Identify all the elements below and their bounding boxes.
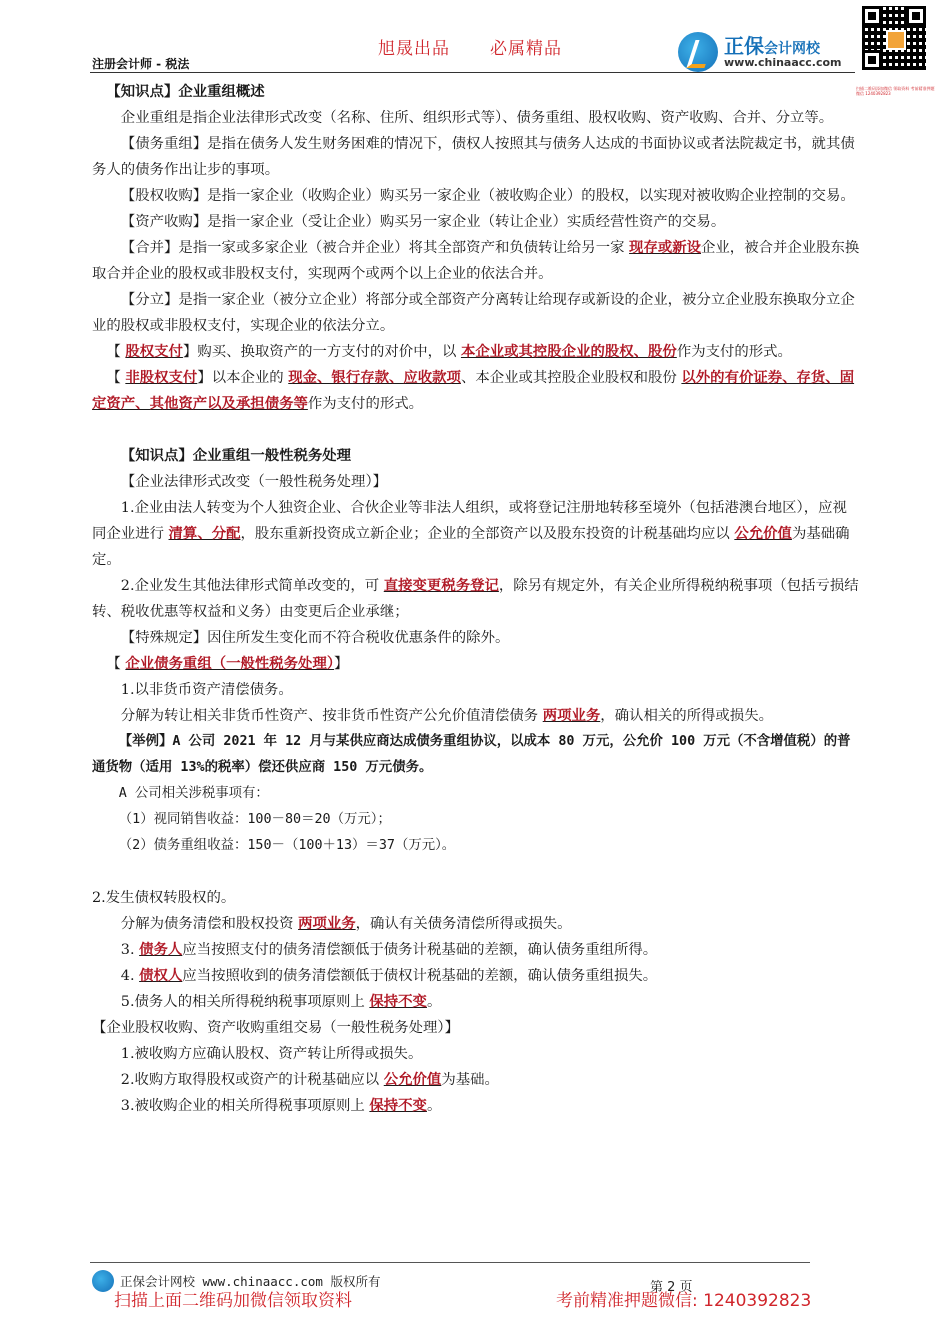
paragraph (92, 495, 860, 573)
section-title-overview: 【知识点】企业重组概述 (106, 83, 265, 100)
example-line: （2）债务重组收益：150－（100＋13）＝37（万元）。 (118, 838, 456, 853)
brand-logo (678, 28, 863, 73)
paragraph: 【股权收购】是指一家企业（收购企业）购买另一家企业（被收购企业）的股权，以实现对被收购企业控制的交易。 (120, 188, 855, 204)
highlight: 两项业务 (542, 707, 601, 724)
text: 应当按照支付的债务清偿额低于债务计税基础的差额，确认债务重组所得。 (182, 942, 658, 958)
brand-name (724, 30, 820, 59)
document-body (92, 79, 860, 1119)
course-title: 注册会计师 - 税法 (92, 57, 190, 71)
text: 4. (120, 968, 140, 984)
highlight: 股权支付 (125, 343, 183, 360)
example-text: 【举例】A 公司 2021 年 12 月与某供应商达成债务重组协议，以成本 80 万元，公允价 100 万元（不含增值税）的普通货物（适用 13%的税率）偿还供应商 150 万元债务。 (92, 734, 851, 775)
paragraph (92, 963, 860, 989)
text: 3.被收购企业的相关所得税事项原则上 (120, 1098, 370, 1114)
brand-url: www.chinaacc.com (724, 56, 842, 69)
footer-logo-icon (92, 1270, 114, 1292)
paragraph: 【分立】是指一家企业（被分立企业）将部分或全部资产分离转让给现存或新设的企业，被分立企业股东换取分立企业的股权或非股权支付，实现企业的依法分立。 (92, 292, 855, 334)
highlight: 保持不变 (369, 993, 427, 1010)
text: 】 (334, 656, 349, 672)
paragraph (92, 911, 860, 937)
text: 为基础。 (441, 1072, 499, 1088)
highlight: 保持不变 (369, 1097, 427, 1114)
text: 分解为债务清偿和股权投资 (120, 916, 299, 932)
text: ，股东重新投资成立新企业；企业的全部资产以及股东投资的计税基础均应以 (240, 526, 735, 542)
qr-finder-icon (862, 50, 882, 70)
example (92, 729, 860, 781)
text: 3. (120, 942, 140, 958)
qr-finder-icon (906, 6, 926, 26)
section-title-general: 【知识点】企业重组一般性税务处理 (120, 447, 352, 464)
text: 2.收购方取得股权或资产的计税基础应以 (120, 1072, 384, 1088)
text: 。 (426, 1098, 442, 1114)
spacer (92, 417, 860, 443)
text: 1.企业由法人转变为个人独资企业、合伙企业等非法人组织，或将登记注册地转移至境外（包括港澳台地区），应视同企业进行 (92, 500, 847, 542)
text: 分解为转让相关非货币性资产、按非货币性资产公允价值清偿债务 (120, 708, 543, 724)
text: ，确认有关债务清偿所得或损失。 (355, 916, 572, 932)
paragraph: 【特殊规定】因住所发生变化而不符合税收优惠条件的除外。 (120, 630, 510, 646)
footer-copyright: 正保会计网校 www.chinaacc.com 版权所有 (120, 1274, 381, 1289)
highlight: 本企业或其控股企业的股权、股份 (460, 343, 677, 360)
paragraph: 1.被收购方应确认股权、资产转让所得或损失。 (120, 1046, 423, 1062)
brand-name-sub: 会计网校 (764, 41, 820, 57)
text: 应当按照收到的债务清偿额低于债权计税基础的差额，确认债务重组损失。 (182, 968, 658, 984)
paragraph (92, 703, 860, 729)
header-slogan (378, 34, 602, 59)
brand-name-main: 正保 (724, 34, 764, 58)
text: 【 (106, 344, 126, 360)
paragraph (92, 235, 860, 287)
text: 作为支付的形式。 (307, 396, 424, 412)
paragraph (92, 339, 860, 365)
highlight: 清算、分配 (168, 525, 241, 542)
highlight: 公允价值 (383, 1071, 442, 1088)
subheading: 【企业法律形式改变（一般性税务处理）】 (120, 474, 388, 490)
highlight: 公允价值 (734, 525, 792, 542)
highlight: 企业债务重组（一般性税务处理） (125, 655, 335, 672)
highlight: 两项业务 (298, 915, 356, 932)
qr-note: 扫描二维码添加微信 领取资料 考前精准押题微信 1240392823 (856, 86, 935, 96)
paragraph (92, 365, 860, 417)
spacer (92, 859, 860, 885)
qr-finder-icon (862, 6, 882, 26)
example-line: （1）视同销售收益：100－80＝20（万元）； (118, 812, 391, 827)
text: 、本企业或其控股企业股权和股份 (460, 370, 682, 386)
text: 作为支付的形式。 (676, 344, 792, 360)
subheading (92, 651, 860, 677)
paragraph: 企业重组是指企业法律形式改变（名称、住所、组织形式等）、债务重组、股权收购、资产收购、合并、分立等。 (120, 110, 834, 126)
text: 】购买、换取资产的一方支付的对价中，以 (182, 344, 461, 360)
qr-center-logo-icon (886, 30, 906, 50)
text: 【 (106, 370, 126, 386)
slogan-2: 必属精品 (490, 39, 562, 59)
text: 】以本企业的 (197, 370, 289, 386)
subheading: 【企业股权收购、资产收购重组交易（一般性税务处理）】 (92, 1020, 459, 1036)
footer-promo-right: 考前精准押题微信: 1240392823 (556, 1291, 812, 1311)
paragraph (92, 1067, 860, 1093)
highlight: 债权人 (139, 967, 183, 984)
highlight: 现存或新设 (629, 239, 702, 256)
highlight: 以外的有价证券、存货、固定资产、其他资产以及承担债务等 (92, 369, 855, 412)
text: 【合并】是指一家或多家企业（被合并企业）将其全部资产和负债转让给另一家 (120, 240, 630, 256)
paragraph: 【资产收购】是指一家企业（受让企业）购买另一家企业（转让企业）实质经营性资产的交易。 (120, 214, 726, 230)
slogan-1: 旭晟出品 (378, 39, 450, 59)
text: 2.企业发生其他法律形式简单改变的，可 (120, 578, 384, 594)
highlight: 现金、银行存款、应收款项 (288, 369, 461, 386)
text: ，确认相关的所得或损失。 (600, 708, 773, 724)
paragraph: 2.发生债权转股权的。 (92, 890, 236, 906)
example-line: A 公司相关涉税事项有： (118, 786, 269, 801)
highlight: 非股权支付 (125, 369, 198, 386)
paragraph (92, 989, 860, 1015)
text: 。 (426, 994, 442, 1010)
highlight: 直接变更税务登记 (383, 577, 499, 594)
page-number: 第 2 页 (650, 1280, 693, 1295)
text: ，除另有规定外，有关企业所得税纳税事项（包括亏损结转、税收优惠等权益和义务）由变更后企业承继； (92, 578, 859, 620)
paragraph (92, 1093, 860, 1119)
paragraph (92, 573, 860, 625)
text: 企业，被合并企业股东换取合并企业的股权或非股权支付，实现两个或两个以上企业的依法合并。 (92, 240, 860, 282)
text: 5.债务人的相关所得税纳税事项原则上 (120, 994, 370, 1010)
paragraph: 1.以非货币资产清偿债务。 (120, 682, 293, 698)
paragraph (92, 937, 860, 963)
text: 为基础确定。 (92, 526, 850, 568)
qr-code-icon (862, 6, 926, 70)
footer-divider (90, 1262, 810, 1263)
paragraph: 【债务重组】是指在债务人发生财务困难的情况下，债权人按照其与债务人达成的书面协议或者法院裁定书，就其债务人的债务作出让步的事项。 (92, 136, 855, 178)
footer-promo-left: 扫描上面二维码加微信领取资料 (114, 1291, 352, 1311)
text: 【 (106, 656, 126, 672)
highlight: 债务人 (139, 941, 183, 958)
brand-logo-icon (678, 32, 718, 72)
